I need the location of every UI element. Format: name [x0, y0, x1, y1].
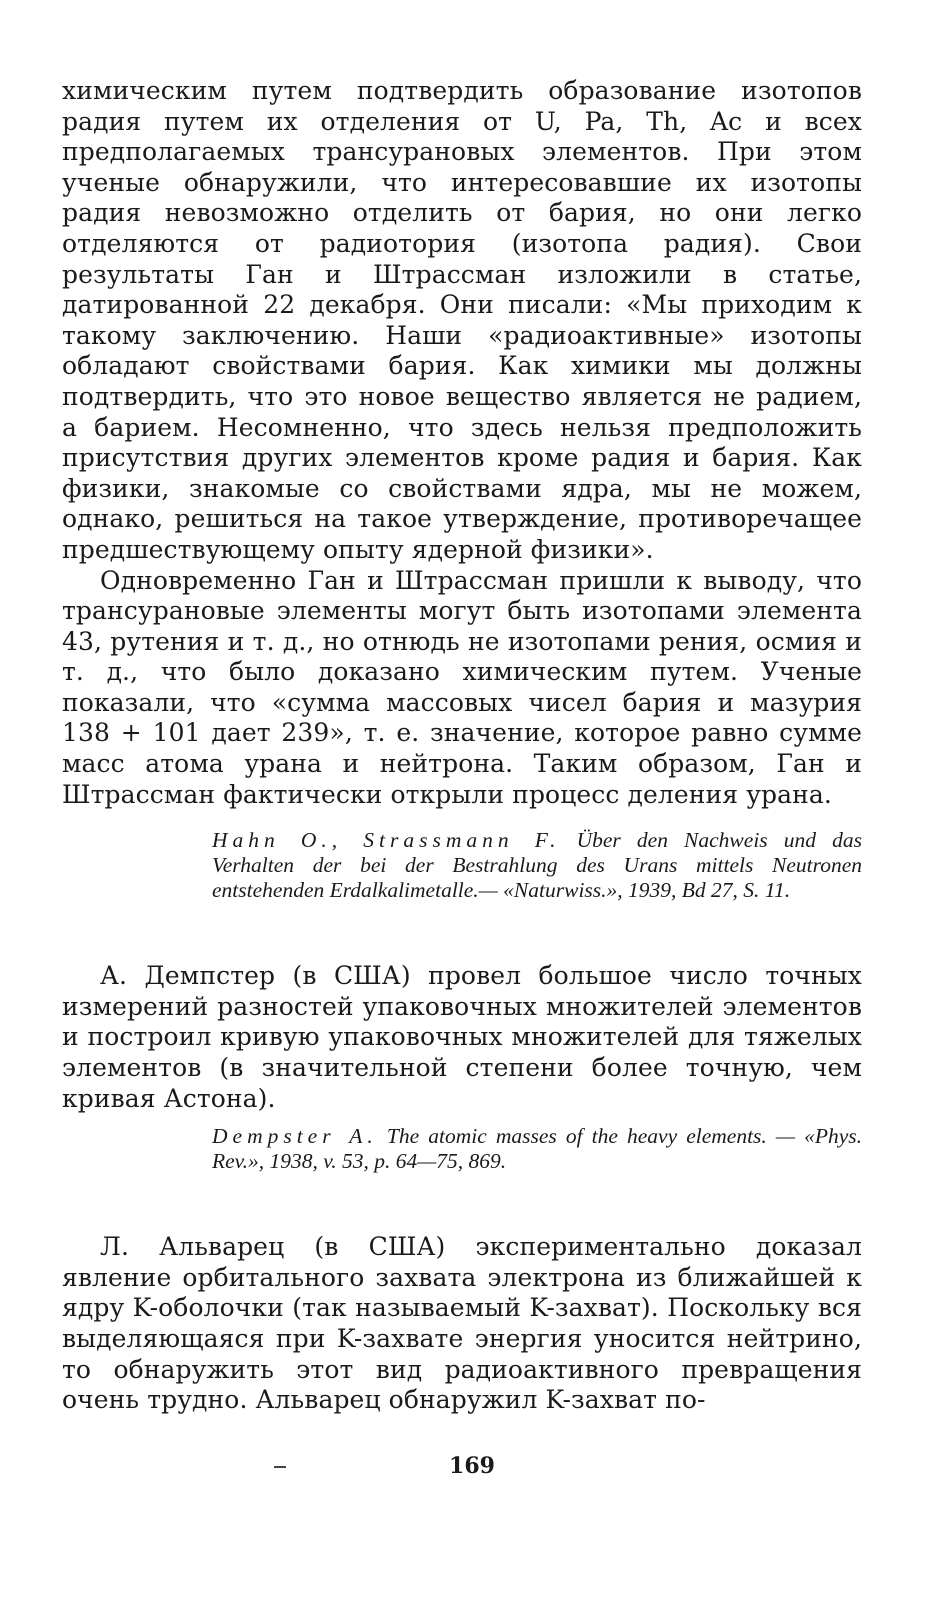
paragraph-dempster: А. Демпстер (в США) провел большое число точных измерений разностей упаковочных множителей элементов и построил кривую упаковочных множителей для тяжелых элементов (в значительной степени более точную, чем кривая Астона).: [62, 961, 862, 1113]
page-number: 169: [449, 1453, 495, 1479]
reference-authors: Hahn O., Strassmann F.: [212, 828, 561, 853]
page-body: [62, 76, 862, 1416]
paragraph-hahn-strassmann-continued: химическим путем подтвердить образование изотопов радия путем их отделения от U, Pa, Th, Ac и всех предполагаемых трансурановых элементов. При этом ученые обнаружили, что интересовавшие их изотопы радия невозможно отделить от бария, но они легко отделяются от радиотория (изотопа радия). Свои результаты Ган и Штрассман изложили в статье, датированной 22 декабря. Они писали: «Мы приходим к такому заключению. Наши «радиоактивные» изотопы обладают свойствами бария. Как химики мы должны подтвердить, что это новое вещество является не радием, а барием. Несомненно, что здесь нельзя предположить присутствия других элементов кроме радия и бария. Как физики, знакомые со свойствами ядра, мы не можем, однако, решиться на такое утверждение, противоречащее предшествующему опыту ядерной физики».: [62, 76, 862, 564]
reference-dempster: [212, 1124, 862, 1174]
paragraph-transuranic-conclusion: Одновременно Ган и Штрассман пришли к выводу, что трансурановые элементы могут быть изотопами элемента 43, рутения и т. д., но отнюдь не изотопами рения, осмия и т. д., что было доказано химическим путем. Ученые показали, что «сумма массовых чисел бария и мазурия 138 + 101 дает 239», т. е. значение, которое равно сумме масс атома урана и нейтрона. Таким образом, Ган и Штрассман фактически открыли процесс деления урана.: [62, 565, 862, 809]
reference-text: Über den Nachweis und das Verhalten der bei der Bestrahlung des Urans mittels Neutronen entstehenden Erdalkalimetalle.— «Naturwiss.», 1939, Bd 27, S. 11.: [212, 828, 863, 903]
reference-hahn-strassmann: [212, 828, 862, 903]
reference-authors: Dempster A.: [212, 1124, 378, 1149]
paragraph-alvarez: Л. Альварец (в США) экспериментально доказал явление орбитального захвата электрона из ближайшей к ядру K-оболочки (так называемый K-захват). Поскольку вся выделяющаяся при K-захвате энергия уносится нейтрино, то обнаружить этот вид радиоактивного превращения очень трудно. Альварец обнаружил K-захват по-: [62, 1232, 862, 1415]
reference-text: The atomic masses of the heavy elements. — «Phys. Rev.», 1938, v. 53, p. 64—75, 869.: [212, 1124, 863, 1174]
